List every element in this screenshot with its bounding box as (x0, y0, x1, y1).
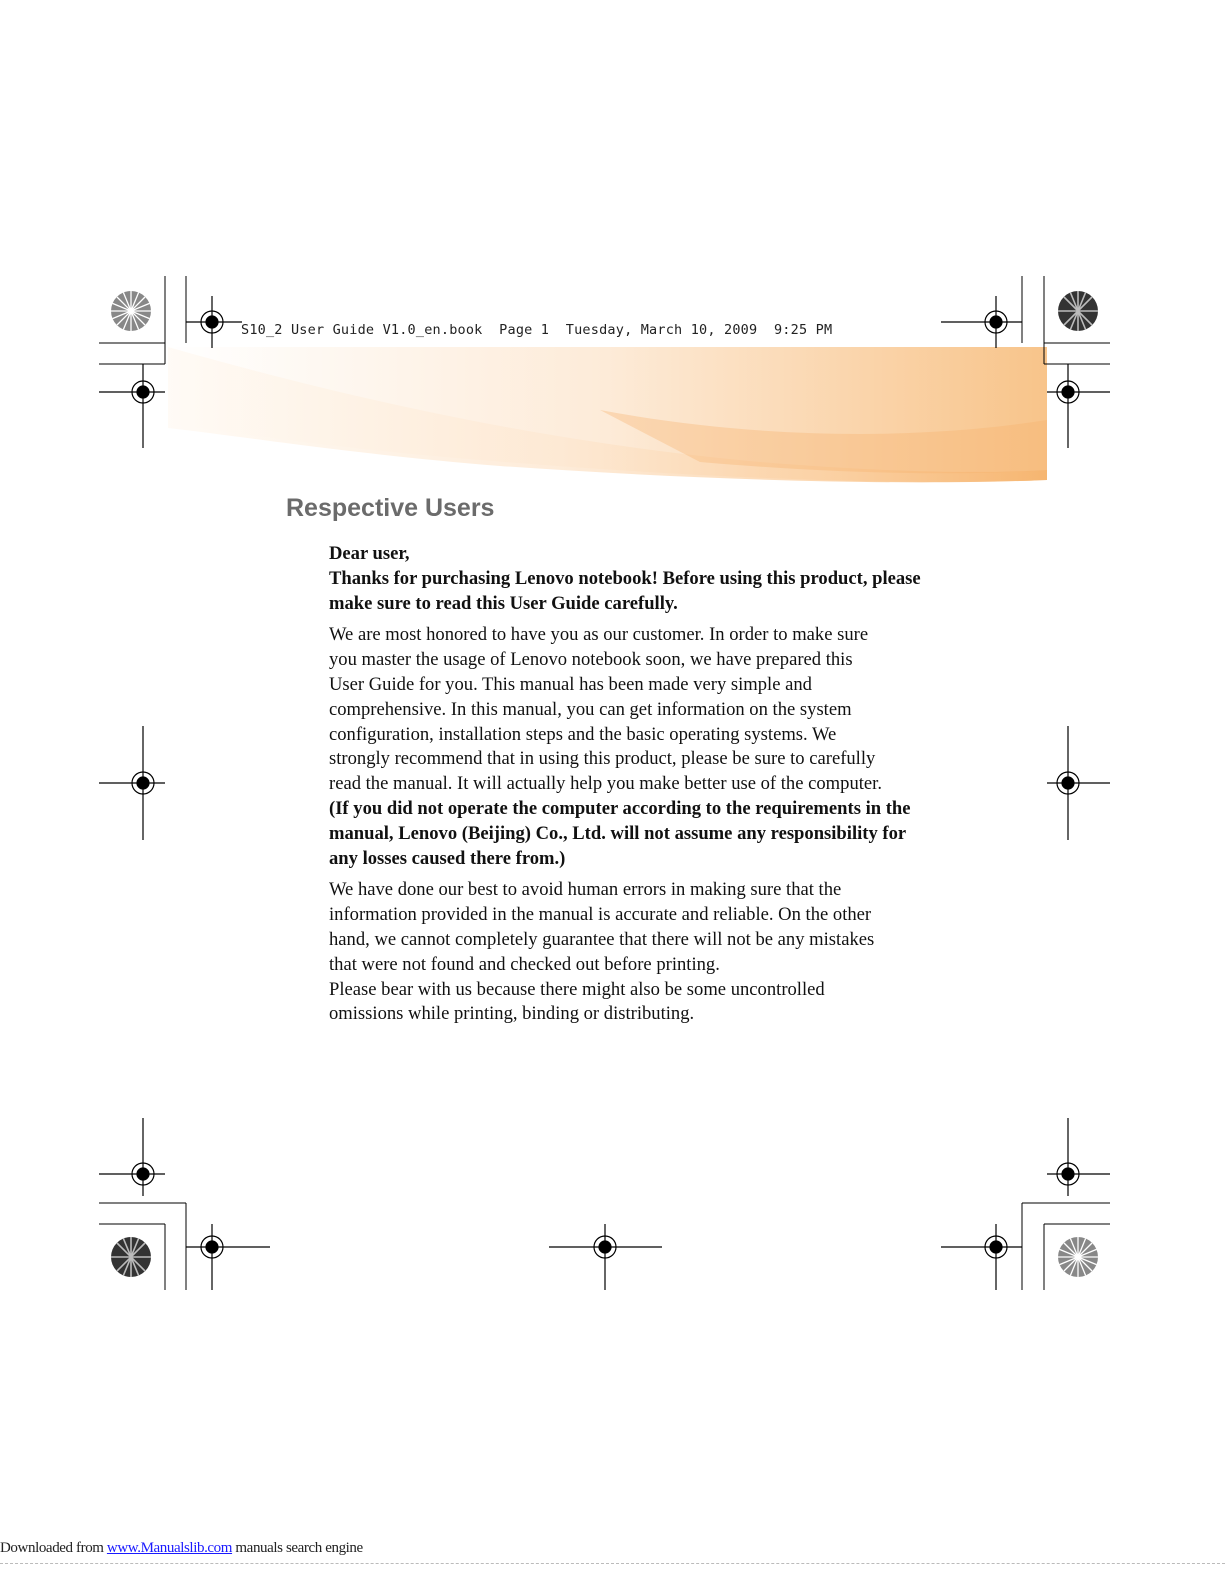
registration-target-icon (1047, 726, 1110, 840)
text-line: User Guide for you. This manual has been made very simple and (329, 673, 812, 695)
text-line: hand, we cannot completely guarantee that there will not be any mistakes (329, 928, 875, 950)
registration-target-icon (99, 364, 165, 448)
registration-target-icon (1047, 364, 1110, 448)
text-line: configuration, installation steps and the basic operating systems. We (329, 723, 837, 745)
text-line: Please bear with us because there might also be some uncontrolled (329, 978, 825, 1000)
registration-target-icon (941, 296, 1022, 348)
registration-target-icon (186, 296, 242, 348)
intro-bold: Thanks for purchasing Lenovo notebook! Before using this product, please make sure to read this User Guide carefully. (329, 567, 921, 614)
registration-target-icon (941, 1224, 1022, 1290)
text-line: strongly recommend that in using this product, please be sure to carefully (329, 748, 876, 770)
text-line: information provided in the manual is accurate and reliable. On the other (329, 904, 872, 926)
footer-divider (0, 1563, 1225, 1564)
text-line: you master the usage of Lenovo notebook soon, we have prepared this (329, 649, 853, 671)
text-line: omissions while printing, binding or distributing. (329, 1003, 695, 1025)
page-body (329, 542, 959, 1027)
disclaimer-line: any losses caused there from.) (329, 847, 566, 869)
starburst-icon (111, 1237, 151, 1277)
starburst-icon (1058, 1237, 1098, 1277)
page-title: Respective Users (286, 494, 495, 522)
registration-target-icon (1047, 1118, 1110, 1196)
footer-suffix: manuals search engine (232, 1540, 363, 1556)
starburst-icon (1058, 291, 1098, 331)
text-line: read the manual. It will actually help you make better use of the computer. (329, 773, 882, 795)
registration-target-icon (549, 1224, 662, 1290)
text-line: We are most honored to have you as our customer. In order to make sure (329, 624, 869, 646)
header-band (168, 347, 1047, 482)
disclaimer-line: manual, Lenovo (Beijing) Co., Ltd. will not assume any responsibility for (329, 822, 907, 844)
paragraph-2 (329, 878, 959, 1027)
disclaimer-line: (If you did not operate the computer according to the requirements in the (329, 797, 911, 819)
registration-target-icon (186, 1224, 270, 1290)
text-line: comprehensive. In this manual, you can get information on the system (329, 698, 852, 720)
footer-prefix: Downloaded from (0, 1540, 107, 1556)
download-footer (0, 1540, 363, 1557)
starburst-icon (111, 291, 151, 331)
manualslib-link[interactable]: www.Manualslib.com (106, 1540, 233, 1556)
text-line: We have done our best to avoid human errors in making sure that the (329, 879, 842, 901)
registration-target-icon (99, 1118, 165, 1196)
registration-target-icon (99, 726, 165, 840)
paragraph-1 (329, 623, 959, 871)
greeting: Dear user, (329, 543, 410, 564)
text-line: that were not found and checked out before printing. (329, 953, 720, 975)
print-slug: S10_2 User Guide V1.0_en.book Page 1 Tuesday, March 10, 2009 9:25 PM (241, 322, 833, 338)
